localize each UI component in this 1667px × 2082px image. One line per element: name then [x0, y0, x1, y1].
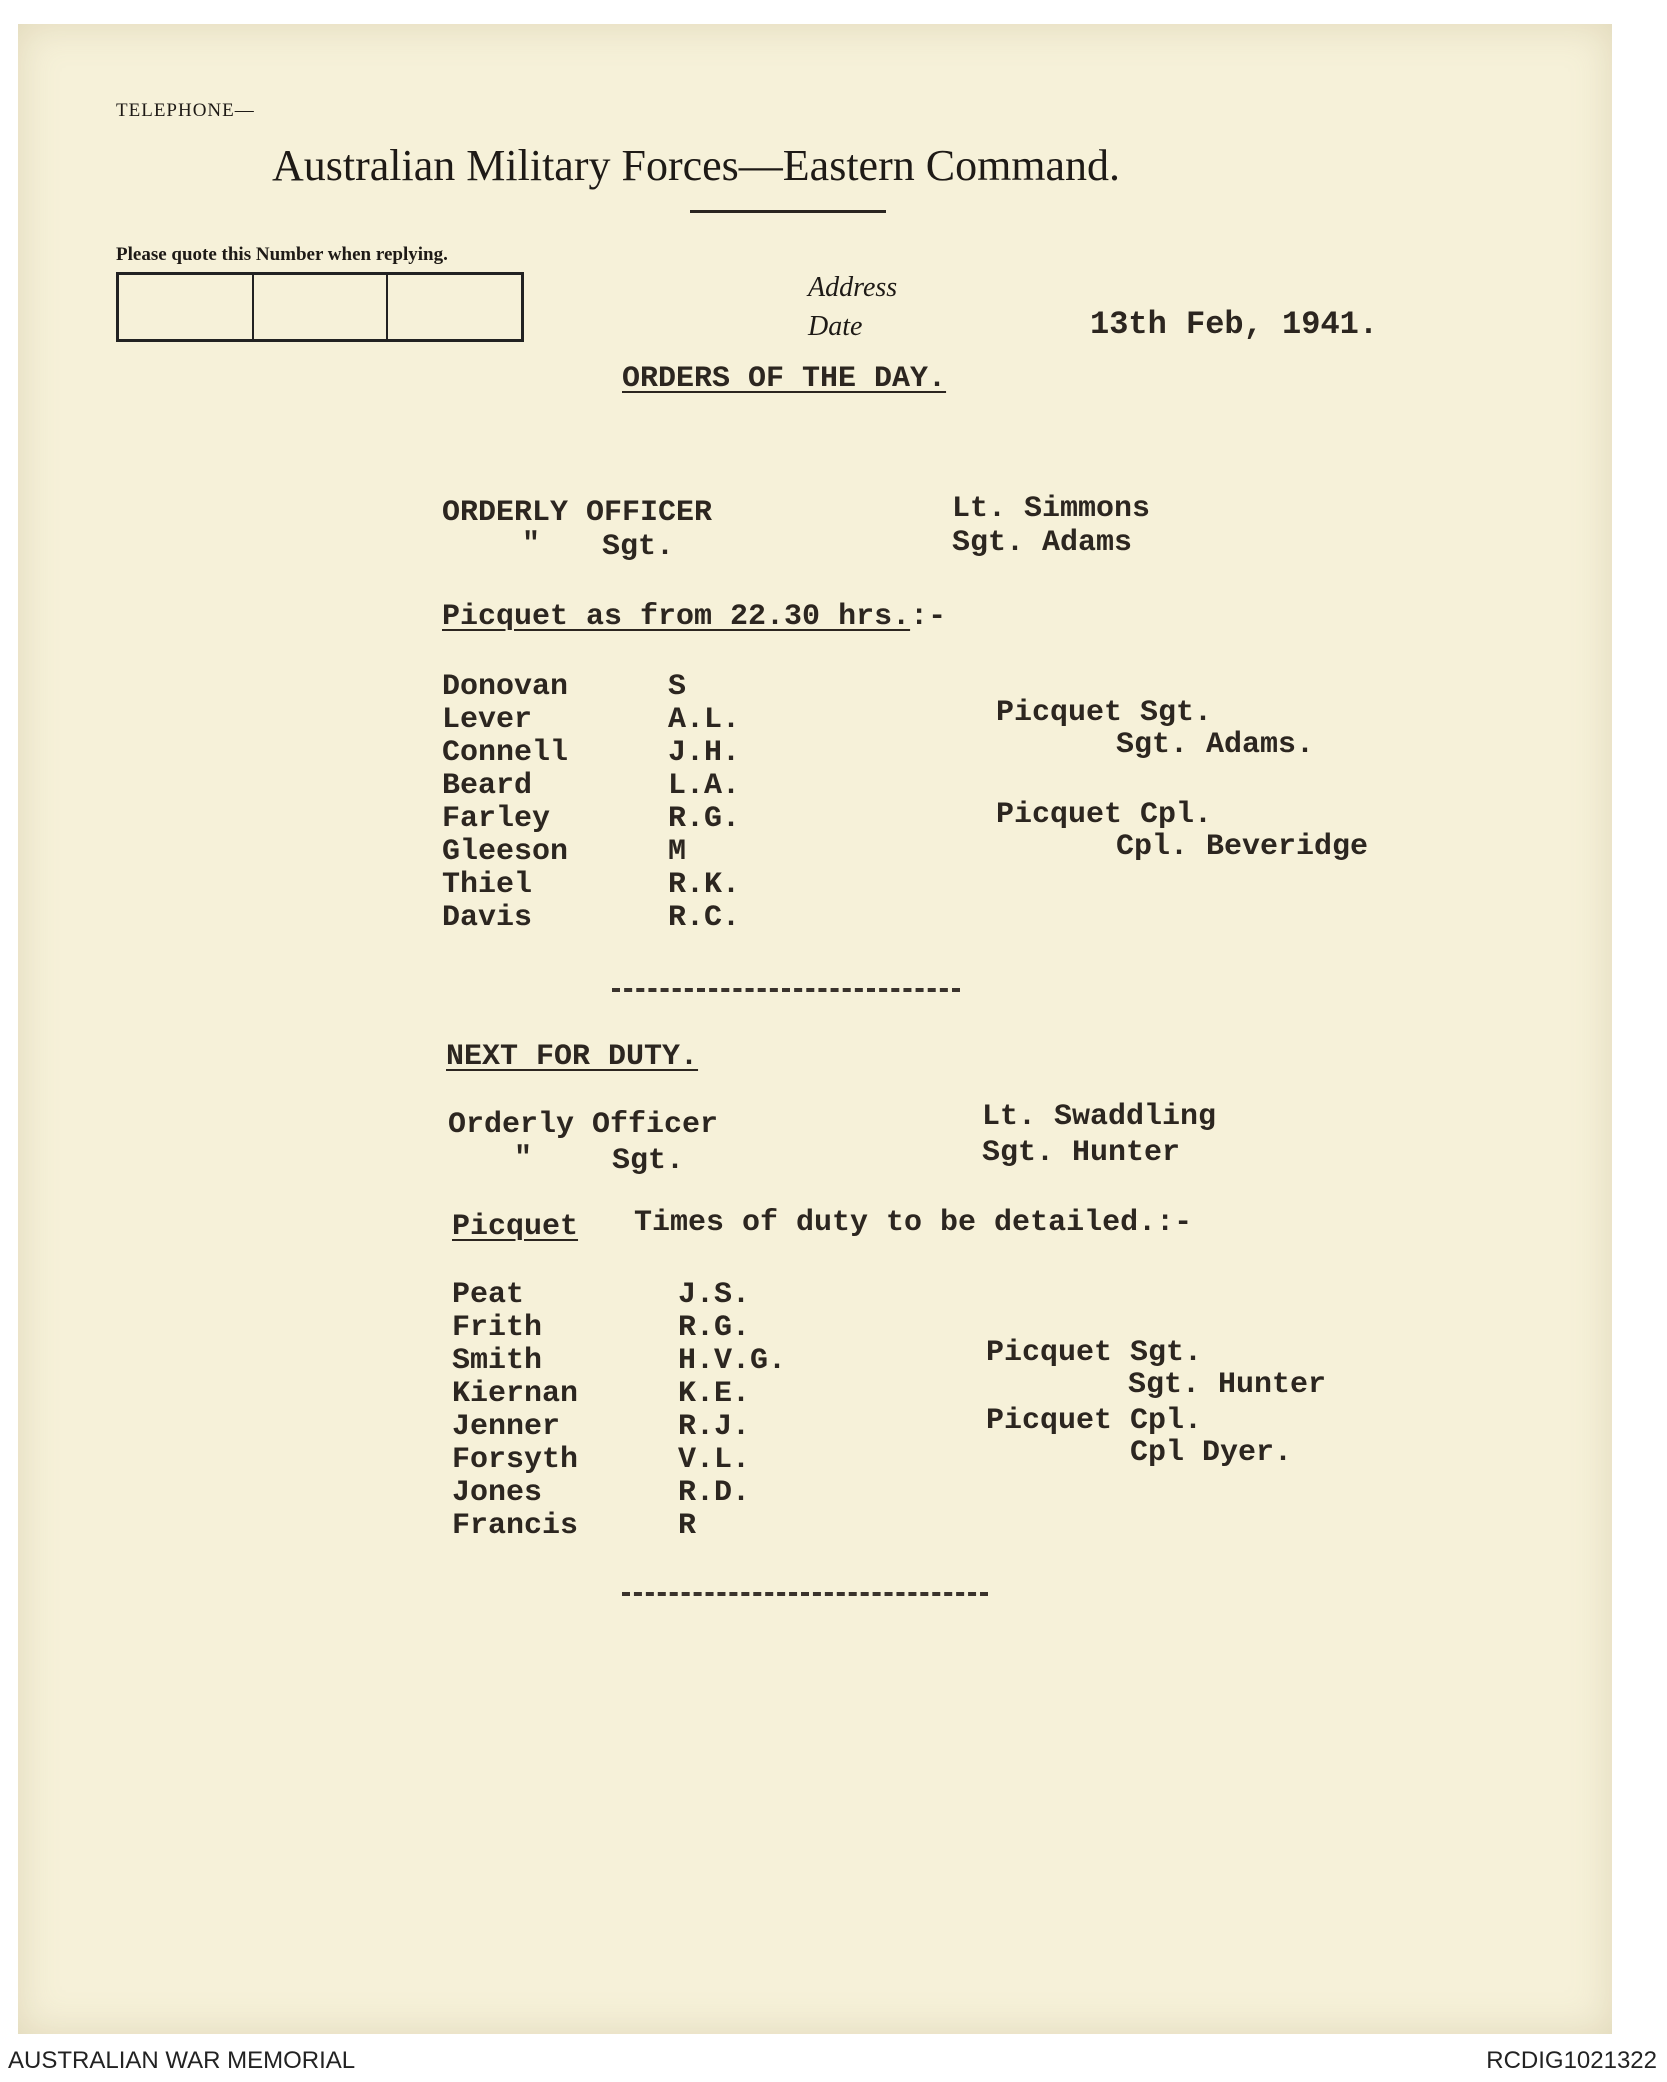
next-orderly-sgt-label: Sgt.	[612, 1144, 685, 1178]
reference-cell	[388, 275, 521, 339]
picquet-name: Farley	[442, 802, 551, 836]
archive-reference: RCDIG1021322	[1486, 2047, 1657, 2074]
next-picquet-heading: Picquet	[452, 1210, 579, 1244]
picquet-initials: H.V.G.	[678, 1344, 787, 1378]
picquet-name: Smith	[452, 1344, 543, 1378]
picquet-name: Forsyth	[452, 1443, 579, 1477]
section-divider	[612, 988, 960, 992]
next-ditto-mark: "	[514, 1142, 533, 1176]
picquet-sgt-label: Picquet Sgt.	[996, 696, 1213, 730]
next-picquet-sgt-name: Sgt. Hunter	[1128, 1368, 1327, 1402]
picquet-name: Jones	[452, 1476, 543, 1510]
picquet-initials: J.S.	[678, 1278, 751, 1312]
picquet-name: Lever	[442, 703, 533, 737]
orderly-sgt-name: Sgt. Adams	[952, 526, 1133, 560]
next-picquet-note: Times of duty to be detailed.:-	[634, 1206, 1193, 1240]
picquet-initials: S	[668, 670, 687, 704]
section-divider	[622, 1592, 988, 1596]
next-orderly-sgt-name: Sgt. Hunter	[982, 1136, 1181, 1170]
next-orderly-officer-label: Orderly Officer	[448, 1108, 719, 1142]
ditto-mark: "	[522, 528, 541, 562]
picquet-initials: R.J.	[678, 1410, 751, 1444]
picquet-cpl-name: Cpl. Beveridge	[1116, 830, 1369, 864]
date-label: Date	[808, 311, 863, 342]
next-picquet-sgt-label: Picquet Sgt.	[986, 1336, 1203, 1370]
orderly-officer-label: ORDERLY OFFICER	[442, 496, 713, 530]
picquet-name: Peat	[452, 1278, 525, 1312]
picquet-name: Kiernan	[452, 1377, 579, 1411]
picquet-name: Donovan	[442, 670, 569, 704]
picquet-heading	[442, 600, 946, 634]
picquet-heading-suffix: :-	[910, 600, 947, 634]
picquet-initials: R.G.	[668, 802, 741, 836]
next-duty-heading: NEXT FOR DUTY.	[446, 1040, 699, 1074]
picquet-initials: R.D.	[678, 1476, 751, 1510]
picquet-name: Frith	[452, 1311, 543, 1345]
title-rule	[690, 210, 886, 213]
picquet-initials: L.A.	[668, 769, 741, 803]
picquet-initials: R.K.	[668, 868, 741, 902]
picquet-sgt-name: Sgt. Adams.	[1116, 728, 1315, 762]
next-orderly-officer-name: Lt. Swaddling	[982, 1100, 1217, 1134]
reference-cell	[119, 275, 254, 339]
picquet-name: Connell	[442, 736, 569, 770]
reference-number-box	[116, 272, 524, 342]
picquet-name: Davis	[442, 901, 533, 935]
picquet-initials: R.C.	[668, 901, 741, 935]
picquet-name: Gleeson	[442, 835, 569, 869]
archive-credit: AUSTRALIAN WAR MEMORIAL	[8, 2047, 356, 2074]
next-picquet-cpl-label: Picquet Cpl.	[986, 1404, 1203, 1438]
picquet-initials: A.L.	[668, 703, 741, 737]
next-picquet-cpl-name: Cpl Dyer.	[1130, 1436, 1293, 1470]
telephone-label: TELEPHONE—	[116, 100, 255, 121]
quote-number-note: Please quote this Number when replying.	[116, 244, 448, 265]
picquet-heading-text: Picquet as from 22.30 hrs.	[442, 600, 911, 634]
orderly-officer-name: Lt. Simmons	[952, 492, 1151, 526]
orderly-sgt-label: Sgt.	[602, 530, 675, 564]
picquet-name: Jenner	[452, 1410, 561, 1444]
picquet-initials: R	[678, 1509, 697, 1543]
picquet-name: Francis	[452, 1509, 579, 1543]
letterhead-title: Australian Military Forces—Eastern Command.	[272, 141, 1121, 190]
orders-heading: ORDERS OF THE DAY.	[622, 362, 947, 396]
picquet-initials: V.L.	[678, 1443, 751, 1477]
picquet-initials: J.H.	[668, 736, 741, 770]
picquet-name: Beard	[442, 769, 533, 803]
picquet-cpl-label: Picquet Cpl.	[996, 798, 1213, 832]
picquet-initials: M	[668, 835, 687, 869]
picquet-initials: R.G.	[678, 1311, 751, 1345]
date-value: 13th Feb, 1941.	[1090, 306, 1379, 343]
picquet-initials: K.E.	[678, 1377, 751, 1411]
address-label: Address	[808, 272, 898, 303]
picquet-name: Thiel	[442, 868, 533, 902]
reference-cell	[254, 275, 389, 339]
